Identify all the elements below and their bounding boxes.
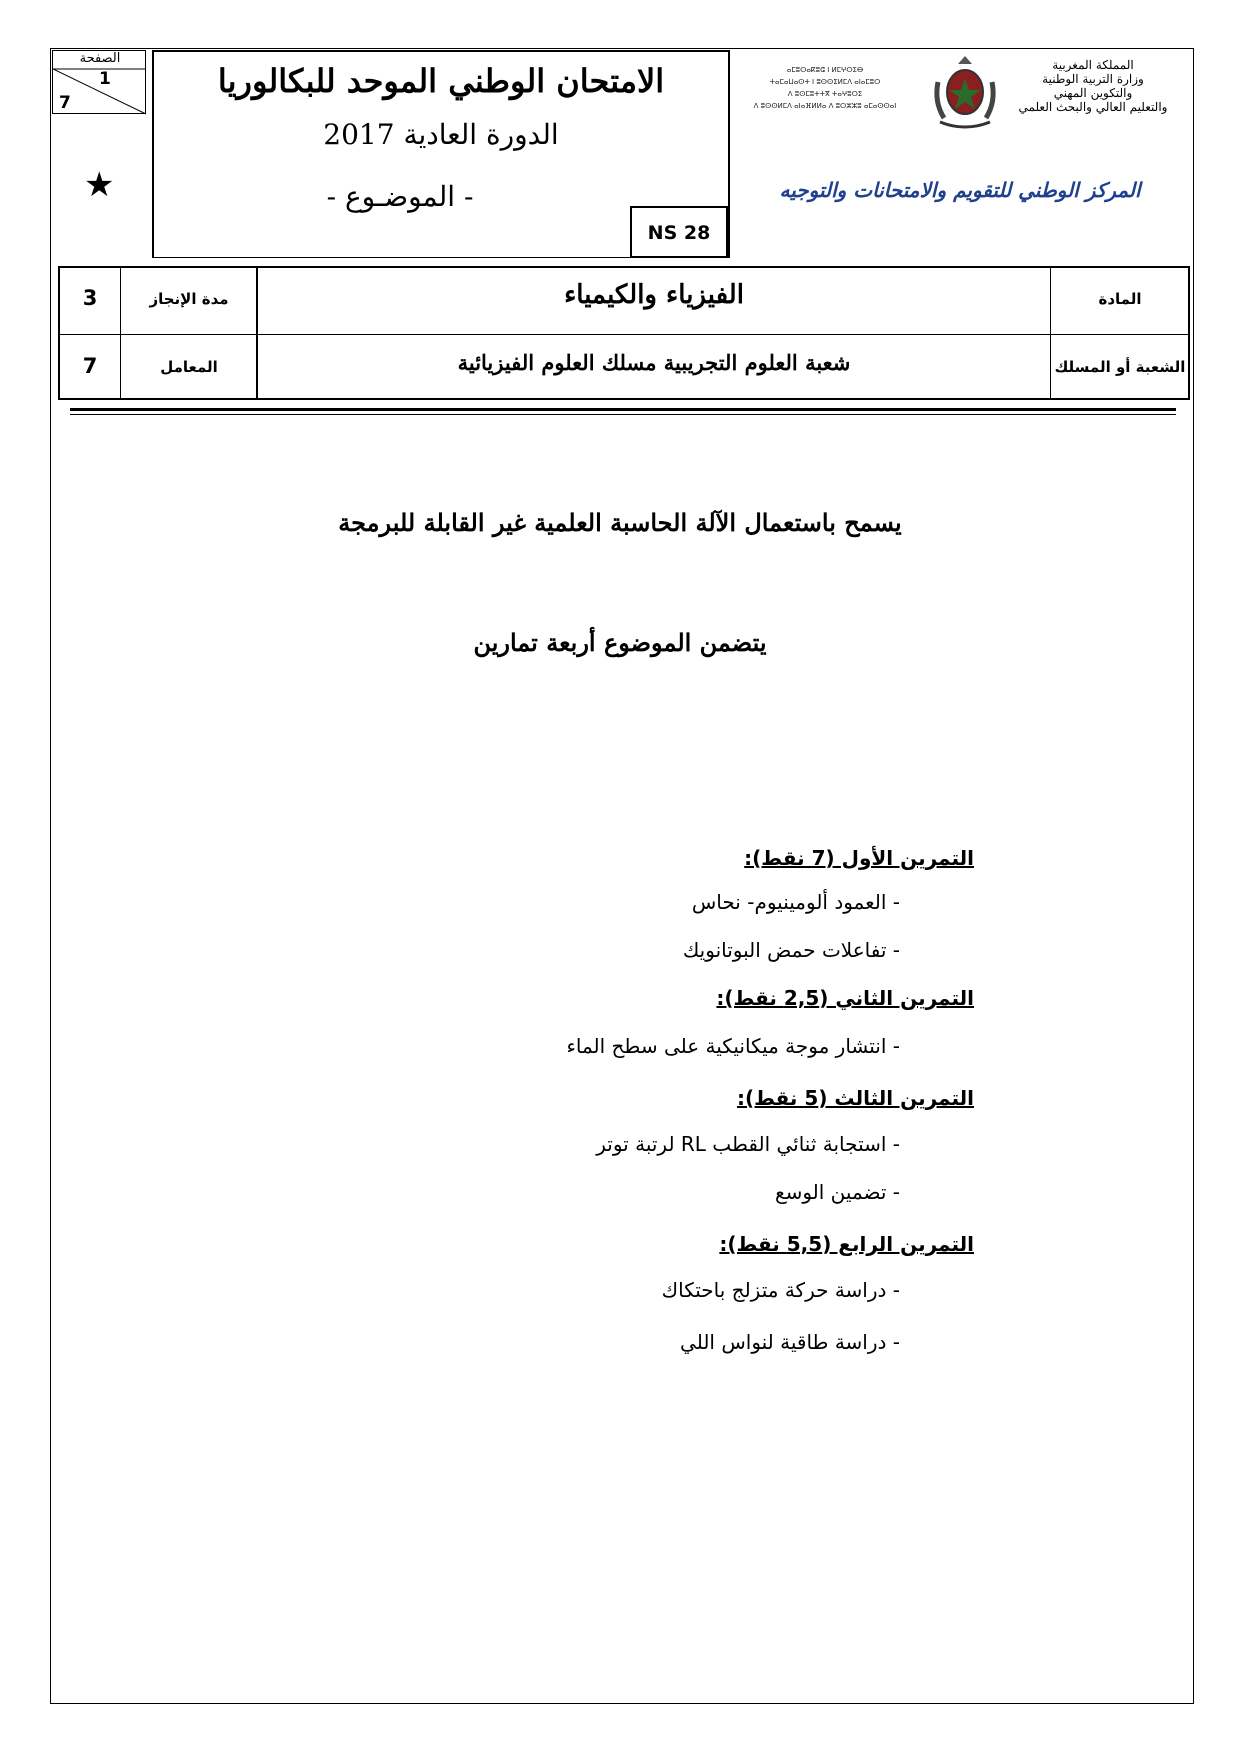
exam-code: NS 28 [630, 206, 728, 258]
branch-value: شعبة العلوم التجريبية مسلك العلوم الفيزيائية [457, 350, 851, 375]
exercise-3-item-1: - استجابة ثنائي القطب RL لرتبة توتر [596, 1132, 900, 1156]
page-number-box [52, 50, 146, 114]
exercise-4-title: التمرين الرابع (5,5 نقط): [719, 1232, 974, 1256]
center-name: المركز الوطني للتقويم والامتحانات والتوجيه [779, 178, 1141, 202]
exercise-2-item-1: - انتشار موجة ميكانيكية على سطح الماء [566, 1034, 900, 1058]
duration-value: 3 [82, 286, 98, 310]
exercise-1-title: التمرين الأول (7 نقط): [744, 846, 974, 870]
star-icon: ★ [84, 165, 115, 205]
page-label: الصفحة [79, 51, 121, 66]
exam-title: الامتحان الوطني الموحد للبكالوريا [217, 62, 665, 100]
exercise-count-notice: يتضمن الموضوع أربعة تمارين [473, 628, 767, 657]
emblem-icon [930, 52, 1000, 132]
page-total: 7 [59, 93, 71, 113]
branch-label: الشعبة أو المسلك [1054, 358, 1186, 376]
exercise-4-item-2: - دراسة طاقية لنواس اللي [680, 1330, 900, 1354]
exercise-1-item-2: - تفاعلات حمض البوتانويك [682, 938, 900, 962]
exercise-4-item-1: - دراسة حركة متزلج باحتكاك [661, 1278, 900, 1302]
page-number: 1 [99, 69, 111, 89]
exercise-list [300, 846, 974, 1378]
calculator-notice: يسمح باستعمال الآلة الحاسبة العلمية غير القابلة للبرمجة [338, 508, 902, 537]
tifinagh-header: ⴰⵎⵓⵔⴰⴽⵓⵛ ⵏ ⵍⵎⵖⵔⵉⴱ ⵜⴰⵎⴰⵡⴰⵙⵜ ⵏ ⵓⵙⵙⵉⵍⵎⴷ ⴰⵏⴰⵎⵓⵔ ⴷ ⵓⵙⵎⵓⵜⵜⴳ ⵜⴰⵖⵓⵔⵉ ⴷ ⵓⵙⵙⵍⵎⴷ ⴰⵏⴰⴼⵍⵍⴰ ⴷ ⵓⵔⵣⵣⵓ ⴰⵎⴰⵙⵙⴰⵏ [753, 66, 897, 110]
exercise-3-title: التمرين الثالث (5 نقط): [736, 1086, 974, 1110]
exam-session: الدورة العادية 2017 [323, 118, 559, 151]
exercise-1-item-1: - العمود ألومينيوم- نحاس [691, 890, 900, 914]
header-rule [70, 408, 1176, 415]
coef-label: المعامل [160, 358, 218, 376]
kingdom-header: المملكة المغربية وزارة التربية الوطنية والتكوين المهني والتعليم العالي والبحث العلمي [1018, 58, 1168, 114]
info-table [58, 266, 1190, 400]
exercise-3-item-2: - تضمين الوسع [774, 1180, 900, 1204]
subject-label: المادة [1098, 290, 1142, 308]
duration-label: مدة الإنجاز [149, 290, 229, 308]
subject-heading: - الموضـوع - [326, 180, 474, 213]
coef-value: 7 [82, 354, 98, 378]
subject-value: الفيزياء والكيمياء [564, 280, 744, 310]
exercise-2-title: التمرين الثاني (2,5 نقط): [716, 986, 974, 1010]
